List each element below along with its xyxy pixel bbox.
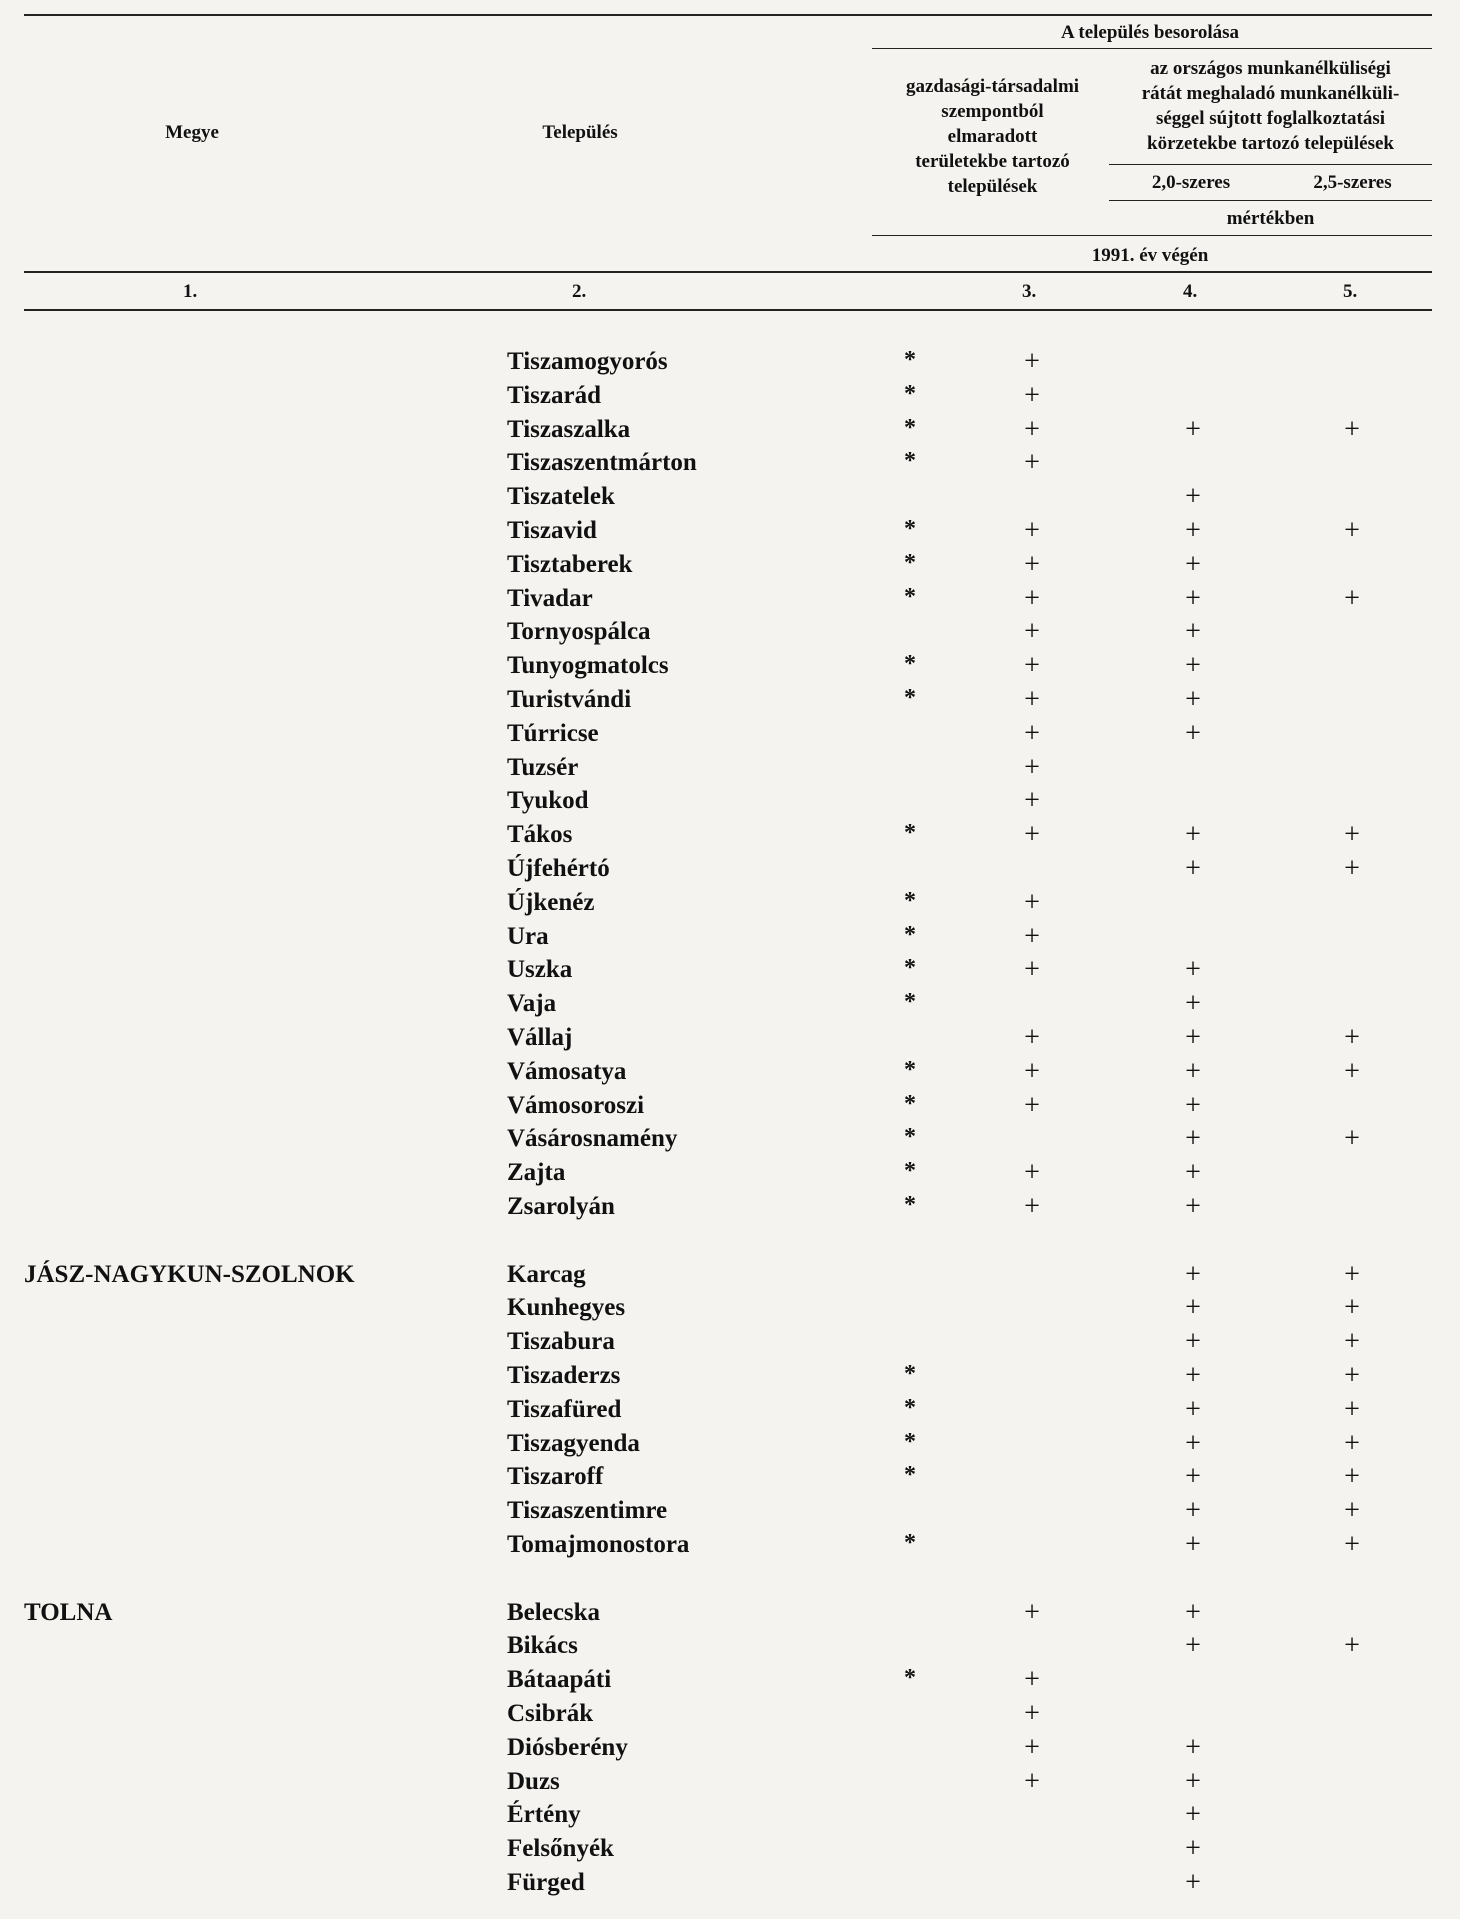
asterisk-mark: * xyxy=(904,1361,916,1387)
settlement-name: Tiszaderzs xyxy=(507,1362,621,1389)
col3-plus-mark: + xyxy=(1024,717,1040,749)
settlement-name: Csibrák xyxy=(507,1700,594,1727)
col4-plus-mark: + xyxy=(1185,684,1201,715)
table-row xyxy=(0,751,1460,785)
settlement-name: Túrricse xyxy=(507,719,599,747)
table-row xyxy=(0,1224,1460,1258)
col4-plus-mark: + xyxy=(1185,1157,1201,1189)
col3-plus-mark: + xyxy=(1024,548,1040,580)
col4-plus-mark: + xyxy=(1185,650,1201,682)
asterisk-mark: * xyxy=(904,549,916,576)
settlement-name: Zsarolyán xyxy=(507,1193,615,1220)
top-rule xyxy=(24,14,1432,16)
col5-plus-mark: + xyxy=(1344,1427,1360,1459)
table-row xyxy=(0,1697,1460,1731)
settlement-name: Uszka xyxy=(507,956,573,984)
header-col4: 2,0-szeres xyxy=(1151,172,1231,193)
table-row xyxy=(0,548,1460,582)
col5-plus-mark: + xyxy=(1344,819,1360,851)
col4-plus-mark: + xyxy=(1185,1022,1201,1053)
settlement-name: Zajta xyxy=(507,1159,566,1187)
col5-plus-mark: + xyxy=(1344,1630,1360,1662)
table-row xyxy=(0,1055,1460,1089)
settlement-name: Tiszaszentmárton xyxy=(507,449,697,477)
asterisk-mark: * xyxy=(904,1124,916,1151)
settlement-name: Tiszabura xyxy=(507,1328,615,1356)
col5-plus-mark: + xyxy=(1344,413,1360,445)
col5-plus-mark: + xyxy=(1344,1258,1360,1290)
col4-plus-mark: + xyxy=(1185,1799,1201,1831)
settlement-name: Tyukod xyxy=(507,787,589,815)
settlement-name: Kunhegyes xyxy=(507,1294,626,1322)
col4-plus-mark: + xyxy=(1185,954,1201,986)
col4-plus-mark: + xyxy=(1185,1867,1201,1898)
table-row xyxy=(0,920,1460,954)
table-row xyxy=(0,1156,1460,1190)
col4-plus-mark: + xyxy=(1185,481,1201,513)
col3-plus-mark: + xyxy=(1024,1022,1040,1053)
table-row xyxy=(0,1190,1460,1224)
col4-plus-mark: + xyxy=(1185,1461,1201,1493)
col3-plus-mark: + xyxy=(1024,886,1040,918)
col5-plus-mark: + xyxy=(1344,515,1360,546)
settlement-name: Tiszarád xyxy=(507,381,601,409)
col5-plus-mark: + xyxy=(1344,1326,1360,1358)
col5-plus-mark: + xyxy=(1344,1529,1360,1560)
table-row xyxy=(0,1359,1460,1393)
col3-plus-mark: + xyxy=(1024,751,1040,783)
col5-plus-mark: + xyxy=(1344,1360,1360,1391)
col5-plus-mark: + xyxy=(1344,1123,1360,1155)
col4-plus-mark: + xyxy=(1185,548,1201,580)
table-row xyxy=(0,1562,1460,1596)
col3-plus-mark: + xyxy=(1024,616,1040,648)
settlement-name: Újfehértó xyxy=(507,855,610,882)
header-col3: gazdasági-társadalmi szempontból elmaradott területekbe tartozó települések xyxy=(905,76,1080,197)
table-row xyxy=(0,1427,1460,1461)
settlement-name: Tornyospálca xyxy=(507,618,651,646)
col4-plus-mark: + xyxy=(1185,717,1201,749)
settlement-name: Vállaj xyxy=(507,1024,573,1051)
asterisk-mark: * xyxy=(904,583,916,610)
settlement-name: Tiszatelek xyxy=(507,483,615,511)
table-row xyxy=(0,1866,1460,1900)
colnum-2: 2. xyxy=(572,281,587,302)
table-row xyxy=(0,1798,1460,1832)
col45-sub-rule xyxy=(1109,200,1432,201)
settlement-name: Felsőnyék xyxy=(507,1835,614,1863)
asterisk-mark: * xyxy=(904,989,916,1016)
col4-plus-mark: + xyxy=(1185,413,1201,445)
col3-plus-mark: + xyxy=(1024,1157,1040,1189)
col4-plus-mark: + xyxy=(1185,853,1201,884)
col3-plus-mark: + xyxy=(1024,920,1040,952)
col4-plus-mark: + xyxy=(1185,1123,1201,1155)
table-row xyxy=(0,1393,1460,1427)
settlement-name: Vámosoroszi xyxy=(507,1091,645,1119)
col3-plus-mark: + xyxy=(1024,1596,1040,1628)
table-row xyxy=(0,818,1460,852)
asterisk-mark: * xyxy=(904,1192,916,1218)
settlement-name: Tunyogmatolcs xyxy=(507,652,669,680)
col5-plus-mark: + xyxy=(1344,1393,1360,1425)
col4-plus-mark: + xyxy=(1185,1630,1201,1662)
table-row xyxy=(0,1731,1460,1765)
table-row xyxy=(0,1089,1460,1123)
settlement-name: Újkenéz xyxy=(507,888,595,916)
asterisk-mark: * xyxy=(904,921,916,948)
col4-plus-mark: + xyxy=(1185,819,1201,851)
col3-plus-mark: + xyxy=(1024,819,1040,851)
table-row xyxy=(0,480,1460,514)
table-row xyxy=(0,1765,1460,1799)
col4-plus-mark: + xyxy=(1185,1495,1201,1527)
table-row xyxy=(0,717,1460,751)
settlement-name: Tiszavid xyxy=(507,517,597,544)
asterisk-mark: * xyxy=(904,1530,916,1556)
table-row xyxy=(0,582,1460,616)
col3-plus-mark: + xyxy=(1024,1055,1040,1087)
settlement-name: Belecska xyxy=(507,1598,601,1626)
header-col45: az országos munkanélküliségi rátát meghaladó munkanélküli- séggel sújtott foglalkoztatási körzetekbe tartozó települések xyxy=(1141,58,1400,154)
colnum-bottom-rule xyxy=(24,309,1432,311)
asterisk-mark: * xyxy=(904,347,916,373)
table-row xyxy=(0,886,1460,920)
col4-plus-mark: + xyxy=(1185,582,1201,614)
table-row xyxy=(0,1663,1460,1697)
settlement-name: Karcag xyxy=(507,1260,586,1288)
col5-plus-mark: + xyxy=(1344,582,1360,614)
asterisk-mark: * xyxy=(904,685,916,711)
settlement-name: Bikács xyxy=(507,1632,578,1660)
col4-plus-mark: + xyxy=(1185,1360,1201,1391)
settlement-name: Fürged xyxy=(507,1869,585,1896)
col4-plus-mark: + xyxy=(1185,1427,1201,1459)
col3-plus-mark: + xyxy=(1024,1765,1040,1797)
settlement-name: Vaja xyxy=(507,990,557,1018)
settlement-name: Turistvándi xyxy=(507,686,632,713)
header-telepules: Település xyxy=(542,122,618,143)
table-row xyxy=(0,1528,1460,1562)
header-besorolas: A település besorolása xyxy=(1060,22,1240,43)
table-row xyxy=(0,987,1460,1021)
asterisk-mark: * xyxy=(904,448,916,475)
table-row xyxy=(0,683,1460,717)
settlement-name: Tisztaberek xyxy=(507,550,633,578)
col3-plus-mark: + xyxy=(1024,447,1040,479)
asterisk-mark: * xyxy=(904,651,916,678)
mertekben-rule xyxy=(872,235,1432,236)
table-row xyxy=(0,1021,1460,1055)
settlement-name: Tomajmonostora xyxy=(507,1531,690,1558)
col4-plus-mark: + xyxy=(1185,1529,1201,1560)
table-row xyxy=(0,1258,1460,1292)
settlement-name: Diósberény xyxy=(507,1733,628,1761)
colnum-1: 1. xyxy=(183,281,198,302)
col3-plus-mark: + xyxy=(1024,684,1040,715)
col4-plus-mark: + xyxy=(1185,1089,1201,1121)
settlement-name: Ura xyxy=(507,922,549,950)
col3-plus-mark: + xyxy=(1024,515,1040,546)
col4-plus-mark: + xyxy=(1185,1765,1201,1797)
col3-plus-mark: + xyxy=(1024,1698,1040,1729)
settlement-name: Tuzsér xyxy=(507,753,579,781)
col4-plus-mark: + xyxy=(1185,1191,1201,1222)
col4-plus-mark: + xyxy=(1185,1596,1201,1628)
asterisk-mark: * xyxy=(904,516,916,542)
col3-plus-mark: + xyxy=(1024,379,1040,411)
col5-plus-mark: + xyxy=(1344,1461,1360,1493)
header-col5: 2,5-szeres xyxy=(1313,172,1392,193)
settlement-name: Duzs xyxy=(507,1767,560,1795)
asterisk-mark: * xyxy=(904,1428,916,1455)
table-row xyxy=(0,1460,1460,1494)
col4-plus-mark: + xyxy=(1185,616,1201,648)
table-row xyxy=(0,514,1460,548)
asterisk-mark: * xyxy=(904,1462,916,1489)
col45-rule xyxy=(1109,164,1432,165)
col4-plus-mark: + xyxy=(1185,515,1201,546)
asterisk-mark: * xyxy=(904,414,916,441)
settlement-name: Tiszafüred xyxy=(507,1395,622,1423)
table-row xyxy=(0,1325,1460,1359)
asterisk-mark: * xyxy=(904,887,916,914)
county-name: JÁSZ-NAGYKUN-SZOLNOK xyxy=(24,1260,355,1288)
settlement-name: Tivadar xyxy=(507,584,593,612)
settlement-name: Tákos xyxy=(507,821,573,849)
col5-plus-mark: + xyxy=(1344,1055,1360,1087)
header-bottom-rule xyxy=(24,271,1432,273)
col4-plus-mark: + xyxy=(1185,1731,1201,1763)
county-name: TOLNA xyxy=(24,1598,113,1626)
settlement-name: Tiszaszentimre xyxy=(507,1497,668,1525)
col3-plus-mark: + xyxy=(1024,1089,1040,1121)
col4-plus-mark: + xyxy=(1185,1292,1201,1324)
table-row xyxy=(0,1832,1460,1866)
table-row xyxy=(0,1122,1460,1156)
col4-plus-mark: + xyxy=(1185,988,1201,1020)
col4-plus-mark: + xyxy=(1185,1258,1201,1290)
settlement-name: Tiszaszalka xyxy=(507,415,631,443)
table-row xyxy=(0,649,1460,683)
col3-plus-mark: + xyxy=(1024,785,1040,817)
table-row xyxy=(0,1494,1460,1528)
col4-plus-mark: + xyxy=(1185,1393,1201,1425)
col3-plus-mark: + xyxy=(1024,954,1040,986)
asterisk-mark: * xyxy=(904,955,916,982)
asterisk-mark: * xyxy=(904,1056,916,1083)
asterisk-mark: * xyxy=(904,820,916,847)
table-row xyxy=(0,953,1460,987)
table-row xyxy=(0,1291,1460,1325)
header-mertekben: mértékben xyxy=(1226,208,1315,229)
header-megye: Megye xyxy=(165,122,219,143)
table-row xyxy=(0,446,1460,480)
table-row xyxy=(0,852,1460,886)
col3-plus-mark: + xyxy=(1024,413,1040,445)
col5-plus-mark: + xyxy=(1344,1292,1360,1324)
settlement-name: Értény xyxy=(507,1801,581,1829)
col4-plus-mark: + xyxy=(1185,1833,1201,1865)
besorolas-rule xyxy=(872,48,1432,49)
col4-plus-mark: + xyxy=(1185,1055,1201,1087)
colnum-4: 4. xyxy=(1183,281,1198,302)
table-row xyxy=(0,1596,1460,1630)
col5-plus-mark: + xyxy=(1344,853,1360,884)
col3-plus-mark: + xyxy=(1024,582,1040,614)
settlement-name: Bátaapáti xyxy=(507,1666,612,1694)
asterisk-mark: * xyxy=(904,1090,916,1117)
settlement-name: Tiszagyenda xyxy=(507,1429,640,1457)
settlement-name: Tiszamogyorós xyxy=(507,348,668,375)
asterisk-mark: * xyxy=(904,1158,916,1185)
colnum-5: 5. xyxy=(1343,281,1358,302)
table-row xyxy=(0,784,1460,818)
table-row xyxy=(0,379,1460,413)
asterisk-mark: * xyxy=(904,380,916,407)
settlement-name: Tiszaroff xyxy=(507,1463,604,1491)
col3-plus-mark: + xyxy=(1024,1664,1040,1696)
settlement-name: Vámosatya xyxy=(507,1057,627,1085)
table-row xyxy=(0,345,1460,379)
col3-plus-mark: + xyxy=(1024,1731,1040,1763)
asterisk-mark: * xyxy=(904,1665,916,1692)
col3-plus-mark: + xyxy=(1024,1191,1040,1222)
colnum-3: 3. xyxy=(1022,281,1037,302)
table-row xyxy=(0,1629,1460,1663)
col5-plus-mark: + xyxy=(1344,1495,1360,1527)
asterisk-mark: * xyxy=(904,1394,916,1421)
col3-plus-mark: + xyxy=(1024,650,1040,682)
col5-plus-mark: + xyxy=(1344,1022,1360,1053)
header-ev: 1991. év végén xyxy=(1091,245,1209,266)
settlement-name: Vásárosnamény xyxy=(507,1125,678,1153)
table-row xyxy=(0,615,1460,649)
col4-plus-mark: + xyxy=(1185,1326,1201,1358)
col3-plus-mark: + xyxy=(1024,346,1040,377)
table-row xyxy=(0,413,1460,447)
